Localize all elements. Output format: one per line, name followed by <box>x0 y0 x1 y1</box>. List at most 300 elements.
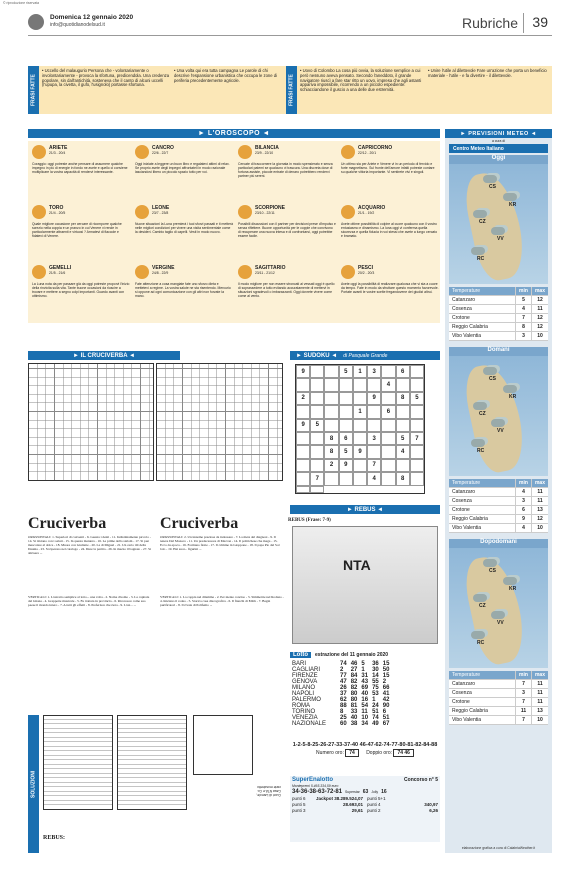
cloud-icon <box>491 227 505 235</box>
sudoku-cell[interactable]: 8 <box>324 432 338 445</box>
sudoku-cell[interactable] <box>310 432 324 445</box>
horoscope-sign-leone <box>135 205 233 234</box>
sign-text: Quale migliore occasione per cercare di ricomporre qualche screzio nella coppia e un pranzo in cui Venere vi rende in particolarmente attraenti e virtuosi ? Armatevi di fiaccole e fidatevi di Venere. <box>32 222 122 238</box>
sudoku-cell[interactable] <box>310 445 324 458</box>
sudoku-cell[interactable]: 2 <box>296 392 310 405</box>
temp-max: 11 <box>531 680 548 689</box>
prize-value: 28.693,01 <box>342 802 363 807</box>
sudoku-cell[interactable] <box>339 419 353 432</box>
lotto-number: 37 <box>340 691 347 697</box>
sudoku-cell[interactable] <box>410 445 424 458</box>
sudoku-cell[interactable]: 1 <box>353 365 367 378</box>
zodiac-icon <box>32 145 46 159</box>
sudoku-cell[interactable]: 9 <box>367 392 381 405</box>
sign-name: TORO <box>49 205 64 211</box>
sudoku-cell[interactable] <box>410 405 424 418</box>
sudoku-cell[interactable] <box>396 378 410 391</box>
cruciverba-title: Cruciverba <box>160 515 239 532</box>
sudoku-cell[interactable]: 8 <box>396 472 410 485</box>
temp-max: 12 <box>531 515 548 524</box>
sign-text: Avete oggi la possibilità di realizzare qualcosa che vi sta a cuore da tempo. Fate in modo da sfruttare questo momento favorevole. Portate avanti le vostre scelte fregandovene dei giudizi altrui. <box>341 282 439 294</box>
sudoku-cell[interactable] <box>339 405 353 418</box>
city-name: Vibo Valentia <box>449 716 515 725</box>
sudoku-cell[interactable]: 9 <box>353 445 367 458</box>
weather-map <box>449 164 548 284</box>
prize-row <box>367 802 438 807</box>
prize-value: 340,97 <box>424 802 438 807</box>
map-label: CS <box>489 376 496 382</box>
sudoku-cell[interactable]: 4 <box>367 472 381 485</box>
sudoku-cell[interactable]: 9 <box>296 365 310 378</box>
lotto-number: 16 <box>361 697 369 703</box>
lotto-wheel: MILANO <box>292 685 316 691</box>
sudoku-cell[interactable] <box>296 459 310 472</box>
sudoku-cell[interactable] <box>381 432 395 445</box>
sudoku-cell[interactable]: 5 <box>410 392 424 405</box>
sign-dates: 23/11 - 21/12 <box>255 271 275 275</box>
temp-min-header: min <box>515 671 531 680</box>
lotto-number: 11 <box>361 709 368 715</box>
meteo-day-title: Domani <box>449 347 548 356</box>
crossword-grid[interactable] <box>28 363 154 481</box>
rebus-label: REBUS (Frase: 7-9) <box>288 518 331 523</box>
city-name: Reggio Calabria <box>449 323 515 332</box>
frasi-item: • Unire l'utile al dilettevole Fare un'azione che porta un beneficio materiale - l'utile - e fa divertire - il dilettevole. <box>428 68 547 78</box>
temp-max: 10 <box>531 332 548 341</box>
lotto-number: 80 <box>350 691 358 697</box>
sign-dates: 21/4 - 20/5 <box>49 211 66 215</box>
sudoku-cell[interactable]: 4 <box>381 378 395 391</box>
sign-name: CANCRO <box>152 145 174 151</box>
lotto-number: 51 <box>382 715 390 721</box>
sudoku-cell[interactable] <box>296 432 310 445</box>
horoscope-sign-capricorno <box>341 145 439 174</box>
zodiac-icon <box>135 265 149 279</box>
sudoku-cell[interactable]: 2 <box>324 459 338 472</box>
sudoku-cell[interactable] <box>410 378 424 391</box>
meteo-day-title: Oggi <box>449 155 548 164</box>
prize-label: punti 4 <box>367 802 381 807</box>
sudoku-cell[interactable] <box>310 405 324 418</box>
temp-max-header: max <box>531 671 548 680</box>
sudoku-cell[interactable] <box>353 419 367 432</box>
sudoku-cell[interactable] <box>296 405 310 418</box>
clues-horizontal: ORIZZONTALI: 1. Superiori di conventi - 6. Guasta i denti - 11. Indistintamente piccolo - 14. Si inviano con i saluti - 15. In questa maniera - 16. Le prime dello stalom - 17. Si può mescolare al dolce - 18. Muore con Giuliette - 20. La di Miguel - 21. Un certo tilt della Daunia - 23. Si ripetono nel catalogo - 24. Dure la partita - 26. In mezzo il bagnato - 27. Si altrisera ... <box>28 535 151 555</box>
sudoku-cell[interactable] <box>310 459 324 472</box>
lotto-number: 38 <box>350 721 358 727</box>
sudoku-cell[interactable]: 6 <box>396 365 410 378</box>
lotto-number: 49 <box>372 721 379 727</box>
temp-max: 10 <box>531 524 548 533</box>
cloud-icon <box>473 402 487 410</box>
sudoku-cell[interactable] <box>353 472 367 485</box>
map-label: VV <box>497 428 504 434</box>
lotto-number: 67 <box>382 721 390 727</box>
temp-max: 11 <box>531 305 548 314</box>
temp-max: 10 <box>531 716 548 725</box>
sudoku-cell[interactable] <box>410 459 424 472</box>
frasi-fatte-tag: FRASI FATTE <box>28 66 39 114</box>
zodiac-icon <box>341 265 355 279</box>
prize-value: Jackpot 38.289.524,07 <box>315 796 363 801</box>
temperature-row <box>449 314 548 323</box>
prize-label: punti 2 <box>367 808 381 813</box>
lotto-wheel: TORINO <box>292 709 316 715</box>
sudoku-cell[interactable] <box>296 445 310 458</box>
prize-row <box>292 802 363 807</box>
sign-dates: 23/9 - 22/10 <box>255 151 274 155</box>
lotto-number: 26 <box>340 685 347 691</box>
prize-value: 29,61 <box>351 808 363 813</box>
sudoku-cell[interactable]: 5 <box>396 432 410 445</box>
city-name: Crotone <box>449 314 515 323</box>
sign-name: GEMELLI <box>49 265 72 271</box>
temp-min: 7 <box>515 698 531 707</box>
enalotto-box <box>290 776 440 842</box>
sudoku-cell[interactable]: 3 <box>367 432 381 445</box>
sudoku-cell[interactable]: 8 <box>324 445 338 458</box>
temperature-row <box>449 305 548 314</box>
sudoku-cell[interactable] <box>296 472 310 485</box>
sudoku-cell[interactable] <box>396 459 410 472</box>
sudoku-cell[interactable] <box>381 392 395 405</box>
temp-min-header: min <box>515 287 531 296</box>
doppio-oro: 74 46 <box>393 749 414 757</box>
lotto-number: 41 <box>382 691 390 697</box>
sudoku-cell[interactable]: 4 <box>396 445 410 458</box>
map-label: CZ <box>479 219 486 225</box>
sudoku-cell[interactable]: 7 <box>410 432 424 445</box>
sign-name: ACQUARIO <box>358 205 386 211</box>
sudoku-cell[interactable] <box>310 392 324 405</box>
temp-min: 3 <box>515 332 531 341</box>
solution-grid <box>43 715 113 810</box>
sudoku-cell[interactable] <box>396 405 410 418</box>
horoscope-sign-toro <box>32 205 130 238</box>
lotto-wheel: FIRENZE <box>292 673 318 679</box>
sudoku-cell[interactable]: 5 <box>339 365 353 378</box>
lotto-heading: estrazione del 11 gennaio 2020 <box>315 652 389 658</box>
temperature-row <box>449 515 548 524</box>
temp-max: 11 <box>531 689 548 698</box>
meteo-header: ► PREVISIONI METEO ◄ <box>445 129 552 138</box>
temp-max: 13 <box>531 707 548 716</box>
cruciverba-panel-2 <box>160 363 286 699</box>
sudoku-byline: di Pasquale Grande <box>343 352 388 359</box>
enalotto-numbers: 34-36-38-63-72-81 <box>292 789 343 795</box>
sudoku-cell[interactable]: 6 <box>339 432 353 445</box>
sudoku-cell[interactable] <box>353 432 367 445</box>
lotto-number: 2 <box>382 679 387 685</box>
sudoku-cell[interactable] <box>410 419 424 432</box>
sudoku-cell[interactable] <box>381 459 395 472</box>
cloud-icon <box>471 247 485 255</box>
temp-header: Temperature <box>449 287 515 296</box>
prize-row <box>292 796 363 801</box>
rebus-box <box>288 518 440 646</box>
sudoku-cell[interactable] <box>310 365 324 378</box>
clues-horizontal: ORIZZONTALI: 2. Un insieme preziosa da indossare - 7. La meta del diagnosi - 9. Il tenere Del Monaco - 11. Un predecessore di Macron - 14. Il politichese che mega - 15. Ecco da epoca - 16. Formano fiotte - 17. Il crimine in Gioppone - 18. Il papa Pio del Sol lolo - 19. Hai suoi... figurini ... <box>160 535 280 551</box>
sudoku-cell[interactable] <box>296 486 310 493</box>
sudoku-header <box>290 351 440 360</box>
sudoku-cell[interactable]: 5 <box>310 419 324 432</box>
sign-name: BILANCIA <box>255 145 279 151</box>
sudoku-cell[interactable]: 9 <box>296 419 310 432</box>
lotto-number: 1 <box>372 697 376 703</box>
sudoku-cell[interactable] <box>396 419 410 432</box>
page-number: 39 <box>532 14 548 30</box>
clues-vertical: VERTICALI: 1. L'estratto semplice al lotto... una volta - 2. Nome d'uomo - 3. La capitale del Ghana - 4. Grappette musicale - 5. Fu trattata in provincia - 6. Riconosce come suo paese il mondo intero - 7. A tutti gli effetti - 8. Preferisce che riera - 9. L'est... ... <box>28 595 150 607</box>
lotto-number: 40 <box>361 691 369 697</box>
enalotto-montepremi: Montepremi 5.465.334,59 euro <box>292 784 339 788</box>
sudoku-cell[interactable] <box>381 445 395 458</box>
sudoku-cell[interactable] <box>324 405 338 418</box>
superstar-value: 63 <box>362 789 369 795</box>
sudoku-cell[interactable] <box>367 405 381 418</box>
lotto-number: 2 <box>340 667 344 673</box>
lotto-number: 42 <box>382 697 390 703</box>
prize-row <box>367 808 438 813</box>
sign-text: La Luna nota da per passare già da oggi potreste proporvi l'inizio della rinvicita sulla vita. Tante buone occasioni da riuscire a trovare e mettere a segno colpi importanti. Guardo avanti con ottimismo. <box>32 282 130 298</box>
sudoku-cell[interactable] <box>353 392 367 405</box>
sudoku-cell[interactable]: 5 <box>339 445 353 458</box>
sign-dates: 21/5 - 21/6 <box>49 271 66 275</box>
lotto-number: 80 <box>350 697 358 703</box>
lotto-number: 74 <box>340 661 347 667</box>
sudoku-cell[interactable]: 8 <box>396 392 410 405</box>
meteo-day <box>449 347 548 533</box>
lotto-number: 51 <box>372 709 379 715</box>
meteo-column <box>445 129 552 853</box>
city-name: Cosenza <box>449 305 515 314</box>
sudoku-cell[interactable] <box>353 378 367 391</box>
sign-dates: 21/1 - 19/2 <box>358 211 375 215</box>
sudoku-grid[interactable] <box>295 364 425 494</box>
map-label: RC <box>477 448 485 454</box>
numero-oro: 74 <box>345 749 359 757</box>
sudoku-cell[interactable] <box>410 365 424 378</box>
horoscope-sign-vergine <box>135 265 233 298</box>
cloud-icon <box>483 367 497 375</box>
sudoku-cell[interactable] <box>310 378 324 391</box>
sudoku-cell[interactable] <box>339 472 353 485</box>
zodiac-icon <box>238 265 252 279</box>
sudoku-cell[interactable] <box>367 445 381 458</box>
lotto-number: 50 <box>382 667 390 673</box>
map-label: CZ <box>479 411 486 417</box>
lotto-wheel: VENEZIA <box>292 715 318 721</box>
sudoku-cell[interactable] <box>324 365 338 378</box>
temperature-row <box>449 698 548 707</box>
sudoku-cell[interactable] <box>367 419 381 432</box>
meteo-source: a cura di <box>491 139 505 143</box>
lotto-wheel: NAPOLI <box>292 691 315 697</box>
lotto-wheel: BARI <box>292 661 307 667</box>
cloud-icon <box>483 175 497 183</box>
map-label: KR <box>509 586 517 592</box>
rebus-header: ► REBUS ◄ <box>290 505 440 514</box>
map-label: CS <box>489 568 496 574</box>
cloud-icon <box>503 577 517 585</box>
frasi-item: • Uccello del malaugurio Persona che - volontariamente o involontariamente - provoca la sfortuna, predicendola. Una credenza popolare, sin dall'antichità, sosteneva che il canto di alcuni uccelli (l'upupa, la civetta, il gufo, l'usignolo) portasse sfortuna. <box>42 68 170 88</box>
sudoku-cell[interactable]: 7 <box>310 472 324 485</box>
sudoku-cell[interactable]: 6 <box>381 405 395 418</box>
temp-min-header: min <box>515 479 531 488</box>
rebus-solution-label: REBUS: <box>43 835 66 841</box>
meteo-footer: elaborazione grafica a cura di CalabriaWeather.it <box>461 846 536 850</box>
jolly-value: 16 <box>381 789 387 795</box>
sudoku-cell[interactable] <box>410 472 424 485</box>
temp-max: 11 <box>531 497 548 506</box>
temp-min: 9 <box>515 515 531 524</box>
lotto-box <box>290 650 440 738</box>
copyright-notice: © riproduzione riservata <box>3 1 40 5</box>
cloud-icon <box>473 210 487 218</box>
sign-text: Cercate di traccornere la giornata in modo spensierato e senza particolari patemi se qualcuno vi trascura. Una discreta dose di fortuna assiste, piccole entrate di denaro potrebbero rendervi partner più sereni. <box>238 162 333 178</box>
city-name: Cosenza <box>449 689 515 698</box>
temp-min: 3 <box>515 689 531 698</box>
temp-min: 8 <box>515 323 531 332</box>
lotto-number: 27 <box>350 667 358 673</box>
lotto-wheel: ROMA <box>292 703 310 709</box>
lotto-number: 81 <box>350 703 358 709</box>
temperature-row <box>449 497 548 506</box>
sign-text: Coraggio: oggi potreste anche pensare di assumere qualche impegno in più di energie in fondo ne avete e quello ci conviene moltiplicare la vostra capacità di rendervi interessante. <box>32 162 128 174</box>
lotto-number: 31 <box>361 673 369 679</box>
lotto-number: 54 <box>361 703 369 709</box>
sudoku-cell[interactable] <box>310 486 324 493</box>
zodiac-icon <box>341 205 355 219</box>
temperature-table <box>449 671 548 725</box>
lotto-number: 15 <box>382 673 390 679</box>
prize-label: punti 5 <box>292 802 306 807</box>
masthead-divider <box>523 13 524 33</box>
map-label: VV <box>497 236 504 242</box>
newspaper-logo-icon <box>28 14 44 30</box>
zodiac-icon <box>341 145 355 159</box>
map-label: KR <box>509 394 517 400</box>
prize-label: punti 6 <box>292 796 306 801</box>
clues-vertical: VERTICALI: 1. La coppia nel dilemma - 2. Per niente conciso - 3. Simmetrie nel Rodano - 4. Iniziano il rodeo - 5. Storica casa discografica - 6. Il fianchi di Edith - 7. Bagni purificatori - 8. Il rivale di Polifemo ... <box>160 595 284 607</box>
lotto-number: 84 <box>350 673 358 679</box>
sign-dates: 20/2 - 20/3 <box>358 271 375 275</box>
zodiac-icon <box>32 265 46 279</box>
lotto-logo: Lotto <box>290 652 311 658</box>
temp-min: 4 <box>515 488 531 497</box>
city-name: Reggio Calabria <box>449 515 515 524</box>
city-name: Crotone <box>449 698 515 707</box>
masthead <box>28 10 552 36</box>
enalotto-logo: SuperEnalotto <box>292 777 334 783</box>
cloud-icon <box>491 611 505 619</box>
lotto-number: 88 <box>340 703 347 709</box>
meteo-day-title: Dopodomani <box>449 539 548 548</box>
horoscope-sign-gemelli <box>32 265 130 298</box>
cloud-icon <box>471 631 485 639</box>
temperature-row <box>449 716 548 725</box>
sudoku-cell[interactable] <box>381 472 395 485</box>
temperature-row <box>449 689 548 698</box>
lotto-wheel: NAZIONALE <box>292 721 327 727</box>
temp-min: 4 <box>515 524 531 533</box>
sudoku-cell[interactable] <box>339 378 353 391</box>
sudoku-cell[interactable] <box>381 419 395 432</box>
sign-name: CAPRICORNO <box>358 145 393 151</box>
sudoku-cell[interactable] <box>367 378 381 391</box>
temp-min: 7 <box>515 680 531 689</box>
meteo-day <box>449 539 548 725</box>
lotto-number: 62 <box>340 697 347 703</box>
temperature-row <box>449 506 548 515</box>
temp-min: 6 <box>515 506 531 515</box>
superstar-label: Superstar <box>345 790 360 794</box>
lotto-number: 8 <box>340 709 344 715</box>
zodiac-icon <box>238 145 252 159</box>
lotto-wheel: CAGLIARI <box>292 667 321 673</box>
cloud-icon <box>503 193 517 201</box>
sudoku-cell[interactable] <box>296 378 310 391</box>
lotto-number: 40 <box>350 715 358 721</box>
sudoku-cell[interactable] <box>324 392 338 405</box>
temperature-row <box>449 296 548 305</box>
sudoku-cell[interactable] <box>324 419 338 432</box>
temp-min: 7 <box>515 314 531 323</box>
horoscope-sign-ariete <box>32 145 130 174</box>
temp-header: Temperature <box>449 479 515 488</box>
temp-min: 4 <box>515 305 531 314</box>
temp-max: 11 <box>531 698 548 707</box>
issue-date: Domenica 12 gennaio 2020 <box>50 14 134 21</box>
temperature-row <box>449 323 548 332</box>
lotto-number: 33 <box>350 709 358 715</box>
lotto-number: 30 <box>372 667 379 673</box>
rebus-letters: NTA <box>343 557 371 573</box>
rebus-solution: Cuori di Lamole, Casa NTA e Co. varie moschetto <box>256 785 281 797</box>
cloud-icon <box>491 419 505 427</box>
lotto-number: 43 <box>361 679 369 685</box>
temperature-row <box>449 707 548 716</box>
sign-name: SCORPIONE <box>255 205 286 211</box>
sudoku-cell[interactable] <box>353 459 367 472</box>
sudoku-cell[interactable]: 1 <box>353 405 367 418</box>
sudoku-cell[interactable] <box>381 365 395 378</box>
sudoku-cell[interactable]: 9 <box>339 459 353 472</box>
sudoku-cell[interactable] <box>324 378 338 391</box>
sudoku-cell[interactable]: 7 <box>367 459 381 472</box>
frasi-item: • Uovo di Colombo La cosa più ovvia, la soluzione semplice a cui però nessuno aveva pensato. Secondo l'aneddoto, il grande navigatore riuscì a fare star ritto un uovo, impresa che agli astanti appariva impossibile, ricorrendo a un piccolo espediente: schiacciandone il guscio a una delle due estremità. <box>300 68 422 93</box>
sign-text: Avete ottime possibilità di colpire al cuore qualcuno con il vostro entusiasmo e dinamismo. La luna oggi vi conferma quella sicurezza e quella fiducia in voi stessi che avete a lungo cercato e bramato. <box>341 222 438 238</box>
sign-dates: 21/3 - 20/4 <box>49 151 66 155</box>
zodiac-icon <box>32 205 46 219</box>
sign-dates: 23/7 - 23/8 <box>152 211 169 215</box>
sudoku-cell[interactable]: 3 <box>367 365 381 378</box>
lotto-number: 47 <box>340 679 347 685</box>
lotto-wheel: GENOVA <box>292 679 318 685</box>
sudoku-cell[interactable] <box>339 392 353 405</box>
lotto-number: 60 <box>340 721 347 727</box>
oroscopo-header: ► L'OROSCOPO ◄ <box>28 129 440 138</box>
section-title: Rubriche <box>461 15 518 31</box>
sudoku-cell[interactable] <box>324 472 338 485</box>
lotto-number: 10 <box>361 715 369 721</box>
sign-name: PESCI <box>358 265 374 271</box>
masthead-email: info@quotidianodelsud.it <box>50 22 105 28</box>
lotto-number: 46 <box>350 661 358 667</box>
horoscope-sign-acquario <box>341 205 439 238</box>
oroscopo-section <box>28 141 440 323</box>
sign-name: ARIETE <box>49 145 68 151</box>
temp-min: 5 <box>515 296 531 305</box>
